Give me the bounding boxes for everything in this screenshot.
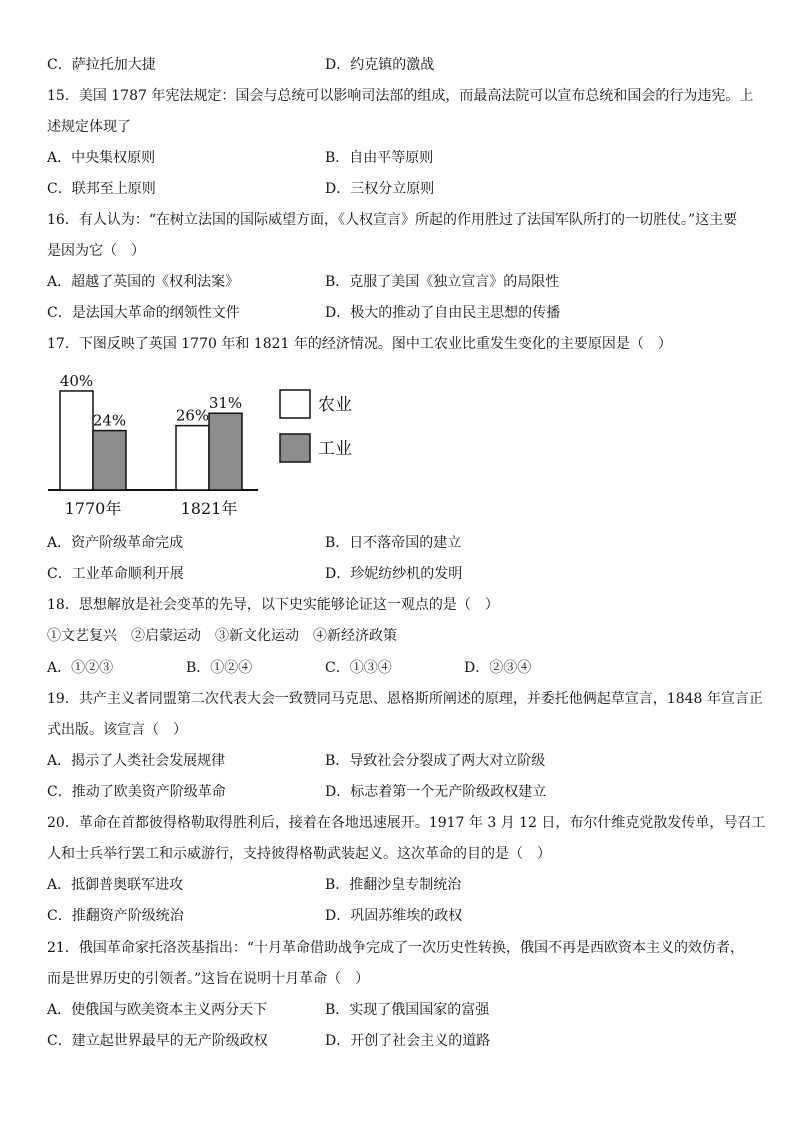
- q15-stem-line1: 15．美国 1787 年宪法规定：国会与总统可以影响司法部的组成，而最高法院可以宣布总统和国会的行为违宪。上: [47, 88, 754, 104]
- bar-industry-0: [93, 431, 126, 490]
- q15-option-b: B．自由平等原则: [325, 150, 434, 166]
- q16-stem-line1: 16．有人认为：“在树立法国的国际威望方面，《人权宣言》所起的作用胜过了法国军队所打的一切胜仗。”这主要: [47, 212, 738, 228]
- q18-option-c: C．①③④: [325, 660, 392, 676]
- q19-option-c: C．推动了欧美资产阶级革命: [47, 784, 226, 800]
- x-tick-label: 1821年: [180, 499, 238, 518]
- q18-option-d: D．②③④: [464, 660, 532, 676]
- q16-stem-line2: 是因为它（ ）: [47, 243, 145, 259]
- q19-option-b: B．导致社会分裂成了两大对立阶级: [325, 753, 546, 769]
- q20-option-c: C．推翻资产阶级统治: [47, 908, 184, 924]
- q20-stem-line1: 20．革命在首都彼得格勒取得胜利后，接着在各地迅速展开。1917 年 3 月 12 日，布尔什维克党散发传单，号召工: [47, 815, 766, 831]
- q15-stem-line2: 述规定体现了: [47, 119, 131, 135]
- q17-option-b: B．日不落帝国的建立: [325, 535, 462, 551]
- q21-option-d: D．开创了社会主义的道路: [325, 1033, 491, 1049]
- q19-option-a: A．揭示了人类社会发展规律: [47, 753, 226, 769]
- q14-option-d: D．约克镇的激战: [325, 57, 435, 73]
- q16-option-c: C．是法国大革命的纲领性文件: [47, 305, 240, 321]
- q14-option-c: C．萨拉托加大捷: [47, 57, 156, 73]
- legend-swatch-agriculture: [280, 390, 310, 418]
- q18-stem: 18．思想解放是社会变革的先导，以下史实能够论证这一观点的是（ ）: [47, 597, 499, 613]
- q15-option-a: A．中央集权原则: [47, 150, 156, 166]
- q18-option-b: B．①②④: [186, 660, 253, 676]
- q18-option-a: A．①②③: [47, 660, 114, 676]
- q16-option-d: D．极大的推动了自由民主思想的传播: [325, 305, 561, 321]
- q21-option-b: B．实现了俄国国家的富强: [325, 1002, 490, 1018]
- legend-label: 农业: [318, 395, 352, 415]
- q16-option-b: B．克服了美国《独立宣言》的局限性: [325, 274, 560, 290]
- q17-stem: 17．下图反映了英国 1770 年和 1821 年的经济情况。图中工农业比重发生变化的主要原因是（ ）: [47, 336, 672, 352]
- bar-agriculture-0: [60, 391, 93, 490]
- q21-option-c: C．建立起世界最早的无产阶级政权: [47, 1033, 268, 1049]
- bar-agriculture-1: [176, 426, 209, 490]
- q19-option-d: D．标志着第一个无产阶级政权建立: [325, 784, 547, 800]
- bar-value-label: 24%: [92, 411, 127, 430]
- q18-items: ①文艺复兴 ②启蒙运动 ③新文化运动 ④新经济政策: [47, 628, 397, 644]
- legend-label: 工业: [318, 439, 352, 459]
- q16-option-a: A．超越了英国的《权利法案》: [47, 274, 240, 290]
- q17-option-c: C．工业革命顺利开展: [47, 566, 184, 582]
- q21-option-a: A．使俄国与欧美资本主义两分天下: [47, 1002, 268, 1018]
- q15-option-d: D．三权分立原则: [325, 181, 435, 197]
- q20-option-a: A．抵御普奥联军进攻: [47, 877, 184, 893]
- q20-stem-line2: 人和士兵举行罢工和示威游行，支持彼得格勒武装起义。这次革命的目的是（ ）: [47, 846, 551, 862]
- q17-option-d: D．珍妮纺纱机的发明: [325, 566, 463, 582]
- bar-value-label: 40%: [59, 371, 94, 390]
- bar-value-label: 26%: [175, 406, 210, 425]
- x-tick-label: 1770年: [64, 499, 122, 518]
- q21-stem-line1: 21．俄国革命家托洛茨基指出：“十月革命借助战争完成了一次历史性转换，俄国不再是西欧资本主义的效仿者，: [47, 940, 744, 956]
- bar-industry-1: [209, 413, 242, 490]
- q20-option-b: B．推翻沙皇专制统治: [325, 877, 462, 893]
- q15-option-c: C．联邦至上原则: [47, 181, 156, 197]
- q19-stem-line1: 19．共产主义者同盟第二次代表大会一致赞同马克思、恩格斯所阐述的原理，并委托他俩起草宣言，1848 年宣言正: [47, 691, 763, 707]
- q20-option-d: D．巩固苏维埃的政权: [325, 908, 463, 924]
- q19-stem-line2: 式出版。该宣言（ ）: [47, 722, 187, 738]
- q17-option-a: A．资产阶级革命完成: [47, 535, 184, 551]
- bar-value-label: 31%: [208, 394, 243, 413]
- q21-stem-line2: 而是世界历史的引领者。”这旨在说明十月革命（ ）: [47, 971, 370, 987]
- economy-bar-chart: [40, 362, 380, 522]
- legend-swatch-industry: [280, 434, 310, 462]
